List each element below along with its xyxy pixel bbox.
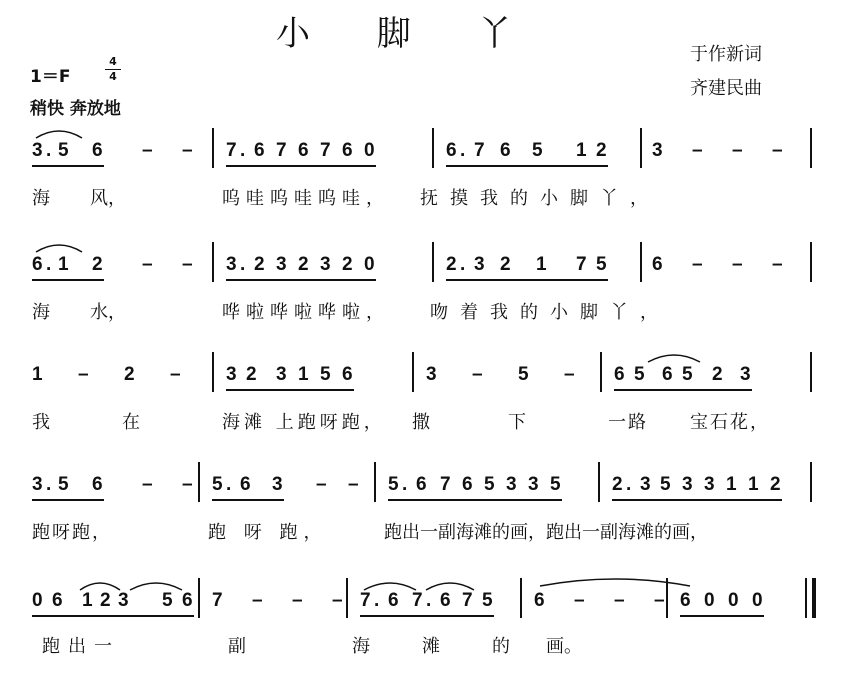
note-4-3-7: 3 <box>506 474 517 495</box>
note-2-2-4: 3 <box>276 254 287 275</box>
note-4-1-2: . <box>46 474 52 495</box>
note-4-1-1: 3 <box>32 474 43 495</box>
note-2-1-1: 6 <box>32 254 43 275</box>
note-5-3-2: . <box>374 590 380 611</box>
beam <box>32 615 194 617</box>
beam <box>226 389 354 391</box>
note-4-1-5: – <box>142 474 153 495</box>
note-2-4-4: – <box>772 254 783 275</box>
note-1-4-2: – <box>692 140 703 161</box>
note-1-3-3: 7 <box>474 140 485 161</box>
note-5-3-1: 7 <box>360 590 371 611</box>
note-4-3-2: . <box>402 474 408 495</box>
note-1-4-3: – <box>732 140 743 161</box>
note-2-2-7: 2 <box>342 254 353 275</box>
barline <box>810 352 812 392</box>
barline <box>346 578 348 618</box>
barline <box>374 462 376 502</box>
note-3-1-3: 2 <box>124 364 135 385</box>
key-signature: 1＝F <box>30 67 71 87</box>
lyric-1d: 抚摸我的小脚丫， <box>420 188 660 209</box>
note-3-2-4: 1 <box>298 364 309 385</box>
note-2-1-6: – <box>182 254 193 275</box>
note-2-1-2: . <box>46 254 52 275</box>
song-title: 小 脚 丫 <box>276 14 540 54</box>
lyric-3e: 下 <box>508 412 526 433</box>
lyric-2d: 吻着我的小脚丫， <box>430 302 670 323</box>
barline <box>666 578 668 618</box>
note-1-3-2: . <box>460 140 466 161</box>
note-2-3-5: 1 <box>536 254 547 275</box>
note-3-4-4: 5 <box>682 364 693 385</box>
lyric-2c: 哗啦哗啦哗啦， <box>222 302 390 323</box>
beam <box>680 615 764 617</box>
note-5-1-3: 1 <box>82 590 93 611</box>
note-3-4-2: 5 <box>634 364 645 385</box>
note-5-1-1: 0 <box>32 590 43 611</box>
beam <box>388 499 562 501</box>
note-5-2-2: – <box>252 590 263 611</box>
note-4-2-3: 6 <box>240 474 251 495</box>
note-4-3-6: 5 <box>484 474 495 495</box>
beam <box>32 279 104 281</box>
lyric-1b: 风， <box>90 188 126 209</box>
note-5-1-6: 5 <box>162 590 173 611</box>
lyric-5c: 海 <box>352 636 370 657</box>
slur-1 <box>36 131 82 138</box>
note-1-1-1: 3 <box>32 140 43 161</box>
note-5-2-4: – <box>332 590 343 611</box>
note-2-1-4: 2 <box>92 254 103 275</box>
note-3-3-4: – <box>564 364 575 385</box>
barline <box>600 352 602 392</box>
lyric-4b: 跑 呀 跑， <box>208 522 328 543</box>
note-1-2-7: 6 <box>342 140 353 161</box>
beam <box>32 165 104 167</box>
note-4-4-7: 1 <box>726 474 737 495</box>
note-5-3-6: 6 <box>440 590 451 611</box>
lyric-5b: 副 <box>228 636 246 657</box>
note-5-1-5: 3 <box>118 590 129 611</box>
note-1-1-3: 5 <box>58 140 69 161</box>
note-2-3-4: 2 <box>500 254 511 275</box>
lyric-3g: 宝石花， <box>690 412 770 433</box>
note-4-4-1: 2 <box>612 474 623 495</box>
note-4-2-2: . <box>226 474 232 495</box>
composer-credit: 齐建民曲 <box>690 78 762 99</box>
meter-bottom: 4 <box>109 70 117 83</box>
lyric-3a: 我 <box>32 412 50 433</box>
slur-5 <box>130 583 182 590</box>
barline <box>212 128 214 168</box>
lyric-1a: 海 <box>32 188 50 209</box>
note-2-2-1: 3 <box>226 254 237 275</box>
note-2-2-8: 0 <box>364 254 375 275</box>
note-1-3-5: 5 <box>532 140 543 161</box>
barline <box>212 242 214 282</box>
note-1-3-1: 6 <box>446 140 457 161</box>
note-1-4-4: – <box>772 140 783 161</box>
note-5-5-1: 6 <box>680 590 691 611</box>
barline <box>432 242 434 282</box>
note-1-2-6: 7 <box>320 140 331 161</box>
note-5-2-3: – <box>292 590 303 611</box>
note-1-1-6: – <box>182 140 193 161</box>
note-1-2-5: 6 <box>298 140 309 161</box>
lyricist-credit: 于作新词 <box>690 44 762 65</box>
beam <box>226 279 376 281</box>
note-5-3-7: 7 <box>462 590 473 611</box>
note-5-1-4: 2 <box>100 590 111 611</box>
beam <box>446 279 608 281</box>
note-5-3-3: 6 <box>388 590 399 611</box>
note-2-2-5: 2 <box>298 254 309 275</box>
final-barline-thin <box>805 578 807 618</box>
lyric-3b: 在 <box>122 412 140 433</box>
note-1-2-8: 0 <box>364 140 375 161</box>
lyric-5d: 滩 <box>422 636 440 657</box>
beam <box>614 389 752 391</box>
barline <box>810 242 812 282</box>
note-4-3-3: 6 <box>416 474 427 495</box>
tempo-marking: 稍快 奔放地 <box>30 99 121 119</box>
note-3-4-1: 6 <box>614 364 625 385</box>
meter-top: 4 <box>109 55 117 68</box>
note-1-2-2: . <box>240 140 246 161</box>
note-4-2-5: – <box>316 474 327 495</box>
note-4-4-9: 2 <box>770 474 781 495</box>
note-1-4-1: 3 <box>652 140 663 161</box>
beam <box>446 165 608 167</box>
note-1-1-2: . <box>46 140 52 161</box>
note-5-4-3: – <box>614 590 625 611</box>
lyric-4a: 跑呀跑， <box>32 522 112 543</box>
note-4-4-5: 3 <box>682 474 693 495</box>
note-4-3-4: 7 <box>440 474 451 495</box>
note-1-3-4: 6 <box>500 140 511 161</box>
slur-4 <box>80 583 120 590</box>
barline <box>198 462 200 502</box>
note-2-3-1: 2 <box>446 254 457 275</box>
lyric-2b: 水， <box>90 302 126 323</box>
note-1-2-1: 7 <box>226 140 237 161</box>
note-2-4-2: – <box>692 254 703 275</box>
lyric-3d: 撒 <box>412 412 430 433</box>
note-3-2-1: 3 <box>226 364 237 385</box>
note-4-4-2: . <box>626 474 632 495</box>
note-4-4-4: 5 <box>660 474 671 495</box>
lyric-3f: 一路 <box>608 412 648 433</box>
beam <box>226 165 376 167</box>
note-3-2-3: 3 <box>276 364 287 385</box>
note-5-3-4: 7 <box>412 590 423 611</box>
note-5-2-1: 7 <box>212 590 223 611</box>
note-2-2-6: 3 <box>320 254 331 275</box>
lyric-2a: 海 <box>32 302 50 323</box>
barline <box>520 578 522 618</box>
barline <box>640 242 642 282</box>
note-1-1-4: 6 <box>92 140 103 161</box>
barline <box>198 578 200 618</box>
note-1-3-6: 1 <box>576 140 587 161</box>
note-2-1-5: – <box>142 254 153 275</box>
slur-2 <box>36 245 82 252</box>
note-5-5-2: 0 <box>704 590 715 611</box>
note-4-1-3: 5 <box>58 474 69 495</box>
note-5-3-8: 5 <box>482 590 493 611</box>
note-1-2-3: 6 <box>254 140 265 161</box>
note-3-1-4: – <box>170 364 181 385</box>
note-1-2-4: 7 <box>276 140 287 161</box>
barline <box>412 352 414 392</box>
note-3-1-1: 1 <box>32 364 43 385</box>
note-3-4-5: 2 <box>712 364 723 385</box>
note-3-3-2: – <box>472 364 483 385</box>
slur-6 <box>364 583 416 590</box>
barline <box>640 128 642 168</box>
note-5-5-3: 0 <box>728 590 739 611</box>
note-4-2-4: 3 <box>272 474 283 495</box>
note-5-4-2: – <box>574 590 585 611</box>
note-2-1-3: 1 <box>58 254 69 275</box>
note-4-1-6: – <box>182 474 193 495</box>
lyric-3c: 海滩 上跑呀跑， <box>222 412 386 433</box>
note-1-1-5: – <box>142 140 153 161</box>
note-4-3-8: 3 <box>528 474 539 495</box>
beam <box>612 499 782 501</box>
note-5-4-4: – <box>654 590 665 611</box>
note-5-3-5: . <box>426 590 432 611</box>
beam <box>360 615 494 617</box>
note-4-3-9: 5 <box>550 474 561 495</box>
time-signature <box>105 56 121 83</box>
note-3-3-3: 5 <box>518 364 529 385</box>
beam <box>212 499 284 501</box>
barline <box>212 352 214 392</box>
note-5-1-2: 6 <box>52 590 63 611</box>
note-3-4-3: 6 <box>662 364 673 385</box>
lyric-5e: 的 <box>492 636 510 657</box>
slur-7 <box>426 583 474 590</box>
beam <box>32 499 104 501</box>
note-2-3-3: 3 <box>474 254 485 275</box>
lyric-5a: 跑出一 <box>42 636 120 657</box>
note-2-3-6: 7 <box>576 254 587 275</box>
barline <box>598 462 600 502</box>
note-3-3-1: 3 <box>426 364 437 385</box>
note-3-2-5: 5 <box>320 364 331 385</box>
note-4-2-6: – <box>348 474 359 495</box>
lyric-5f: 画。 <box>546 636 582 657</box>
note-4-1-4: 6 <box>92 474 103 495</box>
note-3-2-6: 6 <box>342 364 353 385</box>
barline <box>432 128 434 168</box>
note-3-2-2: 2 <box>246 364 257 385</box>
note-4-4-8: 1 <box>748 474 759 495</box>
lyric-1c: 呜哇呜哇呜哇， <box>222 188 390 209</box>
note-5-5-4: 0 <box>752 590 763 611</box>
note-3-1-2: – <box>78 364 89 385</box>
note-4-4-3: 3 <box>640 474 651 495</box>
note-5-1-7: 6 <box>182 590 193 611</box>
note-1-3-7: 2 <box>596 140 607 161</box>
barline <box>810 128 812 168</box>
note-4-2-1: 5 <box>212 474 223 495</box>
note-4-3-1: 5 <box>388 474 399 495</box>
note-4-3-5: 6 <box>462 474 473 495</box>
note-2-4-3: – <box>732 254 743 275</box>
note-2-2-2: . <box>240 254 246 275</box>
note-2-4-1: 6 <box>652 254 663 275</box>
note-3-4-6: 3 <box>740 364 751 385</box>
note-2-2-3: 2 <box>254 254 265 275</box>
note-2-3-7: 5 <box>596 254 607 275</box>
note-2-3-2: . <box>460 254 466 275</box>
lyric-4c: 跑出一副海滩的画，跑出一副海滩的画， <box>384 522 708 543</box>
final-barline <box>812 578 816 618</box>
note-4-4-6: 3 <box>704 474 715 495</box>
slur-3 <box>648 355 700 362</box>
note-5-4-1: 6 <box>534 590 545 611</box>
barline <box>810 462 812 502</box>
